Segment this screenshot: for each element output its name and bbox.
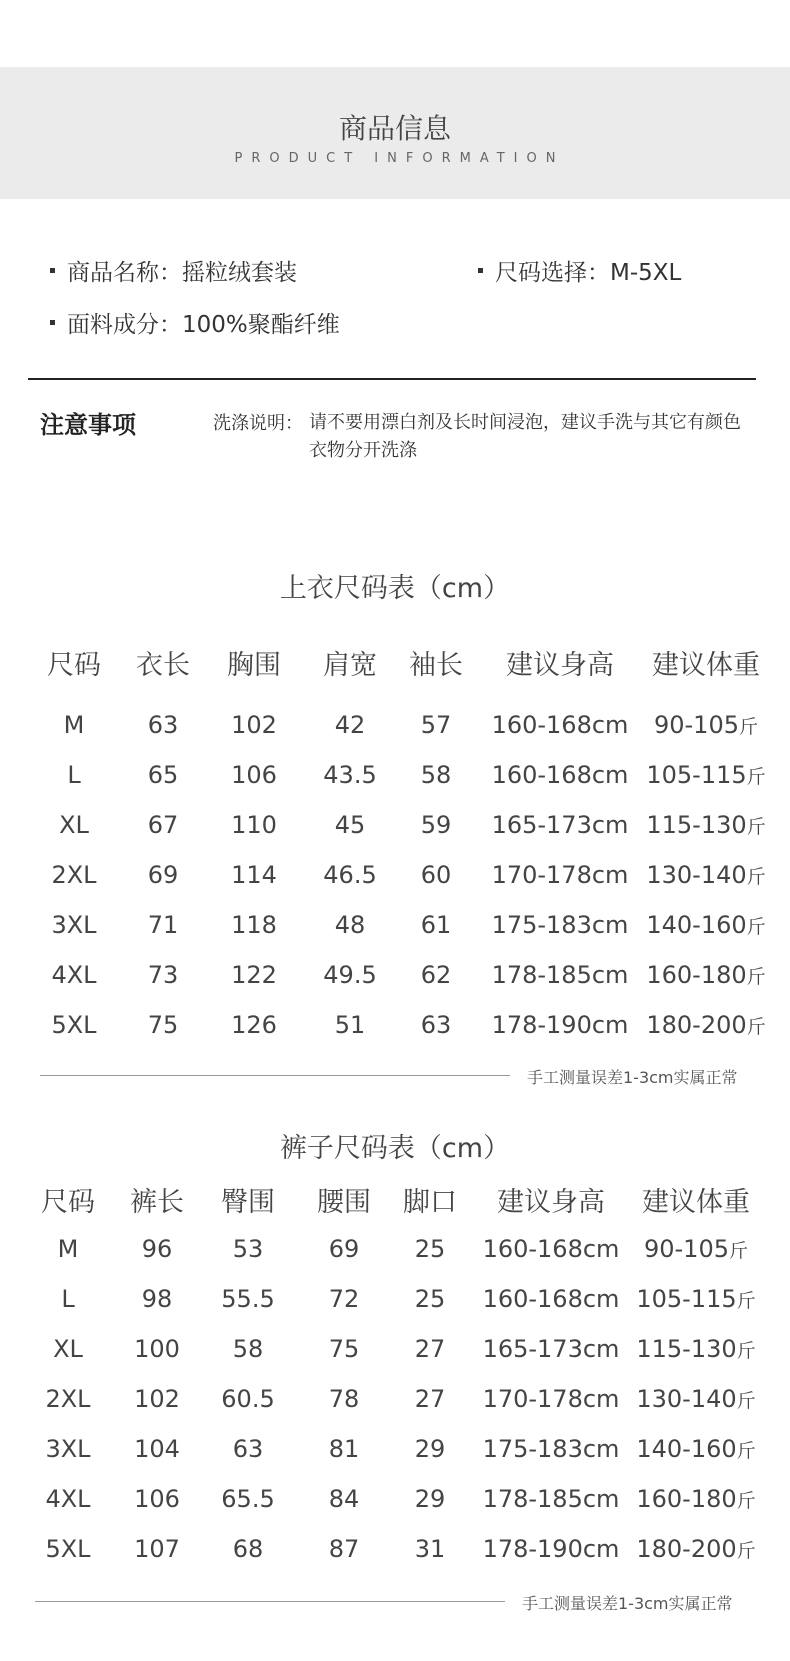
table-cell: 75 bbox=[147, 1011, 179, 1039]
weight-value: 180-200 bbox=[646, 1011, 747, 1039]
table-cell: 29 bbox=[414, 1485, 446, 1513]
table-cell: 160-168cm bbox=[482, 1285, 620, 1313]
weight-value: 115-130 bbox=[636, 1335, 737, 1363]
table-cell: 81 bbox=[328, 1435, 360, 1463]
weight-unit: 斤 bbox=[736, 1340, 756, 1362]
table-cell: 160-168cm bbox=[491, 761, 629, 789]
table-cell: 55.5 bbox=[221, 1285, 275, 1313]
table-cell: 107 bbox=[134, 1535, 180, 1563]
top-note-divider bbox=[40, 1075, 510, 1076]
size-label: 2XL bbox=[51, 861, 97, 889]
table-cell: 178-185cm bbox=[491, 961, 629, 989]
table-cell: 110 bbox=[231, 811, 277, 839]
table-cell: 31 bbox=[414, 1535, 446, 1563]
fabric-item bbox=[50, 306, 340, 339]
table-cell: 87 bbox=[328, 1535, 360, 1563]
table-cell: 78 bbox=[328, 1385, 360, 1413]
product-info-banner bbox=[0, 67, 790, 199]
weight-value: 160-180 bbox=[646, 961, 747, 989]
weight-value: 180-200 bbox=[636, 1535, 737, 1563]
table-cell: 170-178cm bbox=[482, 1385, 620, 1413]
table-cell: 178-190cm bbox=[491, 1011, 629, 1039]
size-label: M bbox=[63, 711, 85, 739]
table-cell: 62 bbox=[420, 961, 452, 989]
size-label: 5XL bbox=[51, 1011, 97, 1039]
column-header: 肩宽 bbox=[323, 650, 377, 681]
table-cell bbox=[646, 861, 765, 889]
top-size-chart-title: 上衣尺码表（cm） bbox=[279, 573, 511, 604]
table-cell: 60.5 bbox=[221, 1385, 275, 1413]
table-cell: 65.5 bbox=[221, 1485, 275, 1513]
table-cell: 27 bbox=[414, 1385, 446, 1413]
table-cell: 165-173cm bbox=[491, 811, 629, 839]
column-header: 臀围 bbox=[221, 1187, 275, 1218]
top-measurement-note: 手工测量误差1-3cm实属正常 bbox=[527, 1068, 738, 1087]
table-cell: 51 bbox=[334, 1011, 366, 1039]
pants-note-divider bbox=[35, 1601, 505, 1602]
table-cell: 63 bbox=[420, 1011, 452, 1039]
table-cell: 106 bbox=[134, 1485, 180, 1513]
table-cell: 61 bbox=[420, 911, 452, 939]
table-cell: 160-168cm bbox=[491, 711, 629, 739]
table-cell: 49.5 bbox=[323, 961, 377, 989]
table-cell: 43.5 bbox=[323, 761, 377, 789]
table-cell: 178-190cm bbox=[482, 1535, 620, 1563]
table-cell: 96 bbox=[141, 1235, 173, 1263]
table-cell: 67 bbox=[147, 811, 179, 839]
table-cell: 178-185cm bbox=[482, 1485, 620, 1513]
table-cell: 75 bbox=[328, 1335, 360, 1363]
table-cell bbox=[646, 961, 765, 989]
table-cell: 165-173cm bbox=[482, 1335, 620, 1363]
table-cell: 45 bbox=[334, 811, 366, 839]
table-cell: 102 bbox=[134, 1385, 180, 1413]
table-cell: 104 bbox=[134, 1435, 180, 1463]
table-cell: 170-178cm bbox=[491, 861, 629, 889]
size-select-item bbox=[478, 254, 681, 287]
fabric-text: 面料成分：100%聚酯纤维 bbox=[67, 312, 340, 338]
table-cell: 102 bbox=[231, 711, 277, 739]
table-cell: 63 bbox=[232, 1435, 264, 1463]
weight-value: 130-140 bbox=[636, 1385, 737, 1413]
table-cell: 27 bbox=[414, 1335, 446, 1363]
table-cell: 58 bbox=[420, 761, 452, 789]
weight-value: 90-105 bbox=[653, 711, 739, 739]
product-name-text: 商品名称：摇粒绒套装 bbox=[67, 260, 297, 286]
table-cell: 69 bbox=[328, 1235, 360, 1263]
weight-unit: 斤 bbox=[746, 816, 766, 838]
table-cell: 126 bbox=[231, 1011, 277, 1039]
size-label: XL bbox=[59, 811, 89, 839]
table-cell: 58 bbox=[232, 1335, 264, 1363]
weight-value: 90-105 bbox=[643, 1235, 729, 1263]
weight-unit: 斤 bbox=[739, 716, 759, 738]
weight-value: 160-180 bbox=[636, 1485, 737, 1513]
notice-title: 注意事项 bbox=[40, 411, 136, 439]
column-header: 脚口 bbox=[403, 1187, 457, 1218]
column-header: 胸围 bbox=[227, 650, 281, 681]
section-divider bbox=[28, 378, 756, 380]
table-cell: 160-168cm bbox=[482, 1235, 620, 1263]
table-cell bbox=[636, 1385, 755, 1413]
pants-measurement-note: 手工测量误差1-3cm实属正常 bbox=[522, 1594, 733, 1613]
table-cell bbox=[636, 1485, 755, 1513]
size-label: L bbox=[67, 761, 81, 789]
table-cell bbox=[636, 1435, 755, 1463]
table-cell bbox=[636, 1535, 755, 1563]
table-cell: 98 bbox=[141, 1285, 173, 1313]
table-cell: 57 bbox=[420, 711, 452, 739]
weight-unit: 斤 bbox=[736, 1440, 756, 1462]
bullet-icon bbox=[478, 268, 483, 273]
bullet-icon bbox=[50, 268, 55, 273]
table-cell bbox=[636, 1285, 755, 1313]
table-cell: 60 bbox=[420, 861, 452, 889]
size-label: M bbox=[57, 1235, 79, 1263]
table-cell: 100 bbox=[134, 1335, 180, 1363]
table-cell: 106 bbox=[231, 761, 277, 789]
table-cell: 42 bbox=[334, 711, 366, 739]
column-header: 衣长 bbox=[136, 650, 190, 681]
wash-instructions: 请不要用漂白剂及长时间浸泡，建议手洗与其它有颜色衣物分开洗涤 bbox=[309, 412, 741, 461]
bullet-icon bbox=[50, 320, 55, 325]
table-cell: 63 bbox=[147, 711, 179, 739]
table-cell bbox=[646, 1011, 765, 1039]
weight-value: 140-160 bbox=[636, 1435, 737, 1463]
weight-value: 140-160 bbox=[646, 911, 747, 939]
weight-unit: 斤 bbox=[746, 966, 766, 988]
pants-size-chart-title: 裤子尺码表（cm） bbox=[279, 1133, 511, 1164]
table-cell: 68 bbox=[232, 1535, 264, 1563]
size-label: 3XL bbox=[45, 1435, 91, 1463]
column-header: 裤长 bbox=[130, 1187, 184, 1218]
table-cell: 118 bbox=[231, 911, 277, 939]
column-header: 建议身高 bbox=[497, 1187, 605, 1218]
table-cell: 73 bbox=[147, 961, 179, 989]
table-cell: 59 bbox=[420, 811, 452, 839]
weight-value: 105-115 bbox=[646, 761, 747, 789]
table-cell: 72 bbox=[328, 1285, 360, 1313]
weight-unit: 斤 bbox=[736, 1540, 756, 1562]
table-cell bbox=[654, 711, 758, 739]
weight-value: 105-115 bbox=[636, 1285, 737, 1313]
size-select-text: 尺码选择：M-5XL bbox=[495, 260, 682, 286]
column-header: 尺码 bbox=[47, 650, 101, 681]
banner-subtitle: PRODUCT INFORMATION bbox=[234, 151, 565, 166]
weight-unit: 斤 bbox=[736, 1290, 756, 1312]
weight-unit: 斤 bbox=[729, 1240, 749, 1262]
column-header: 腰围 bbox=[317, 1187, 371, 1218]
table-cell: 53 bbox=[232, 1235, 264, 1263]
product-name-item bbox=[50, 254, 297, 287]
column-header: 建议体重 bbox=[652, 650, 760, 681]
weight-value: 115-130 bbox=[646, 811, 747, 839]
table-cell: 25 bbox=[414, 1285, 446, 1313]
table-cell: 65 bbox=[147, 761, 179, 789]
weight-unit: 斤 bbox=[736, 1390, 756, 1412]
size-label: L bbox=[61, 1285, 75, 1313]
wash-label: 洗涤说明： bbox=[213, 413, 303, 434]
column-header: 建议体重 bbox=[642, 1187, 750, 1218]
table-cell: 69 bbox=[147, 861, 179, 889]
size-label: 3XL bbox=[51, 911, 97, 939]
table-cell: 71 bbox=[147, 911, 179, 939]
size-label: XL bbox=[53, 1335, 83, 1363]
table-cell bbox=[644, 1235, 748, 1263]
table-cell: 114 bbox=[231, 861, 277, 889]
table-cell: 122 bbox=[231, 961, 277, 989]
size-label: 4XL bbox=[51, 961, 97, 989]
size-label: 2XL bbox=[45, 1385, 91, 1413]
table-cell: 48 bbox=[334, 911, 366, 939]
table-cell: 175-183cm bbox=[482, 1435, 620, 1463]
table-cell bbox=[636, 1335, 755, 1363]
table-cell: 25 bbox=[414, 1235, 446, 1263]
column-header: 尺码 bbox=[41, 1187, 95, 1218]
table-cell bbox=[646, 761, 765, 789]
table-cell: 29 bbox=[414, 1435, 446, 1463]
table-cell bbox=[646, 811, 765, 839]
weight-value: 130-140 bbox=[646, 861, 747, 889]
weight-unit: 斤 bbox=[736, 1490, 756, 1512]
column-header: 袖长 bbox=[409, 650, 463, 681]
size-label: 4XL bbox=[45, 1485, 91, 1513]
table-cell bbox=[646, 911, 765, 939]
weight-unit: 斤 bbox=[746, 766, 766, 788]
weight-unit: 斤 bbox=[746, 866, 766, 888]
weight-unit: 斤 bbox=[746, 1016, 766, 1038]
banner-title: 商品信息 bbox=[338, 112, 451, 145]
column-header: 建议身高 bbox=[506, 650, 614, 681]
table-cell: 175-183cm bbox=[491, 911, 629, 939]
table-cell: 84 bbox=[328, 1485, 360, 1513]
size-label: 5XL bbox=[45, 1535, 91, 1563]
weight-unit: 斤 bbox=[746, 916, 766, 938]
table-cell: 46.5 bbox=[323, 861, 377, 889]
